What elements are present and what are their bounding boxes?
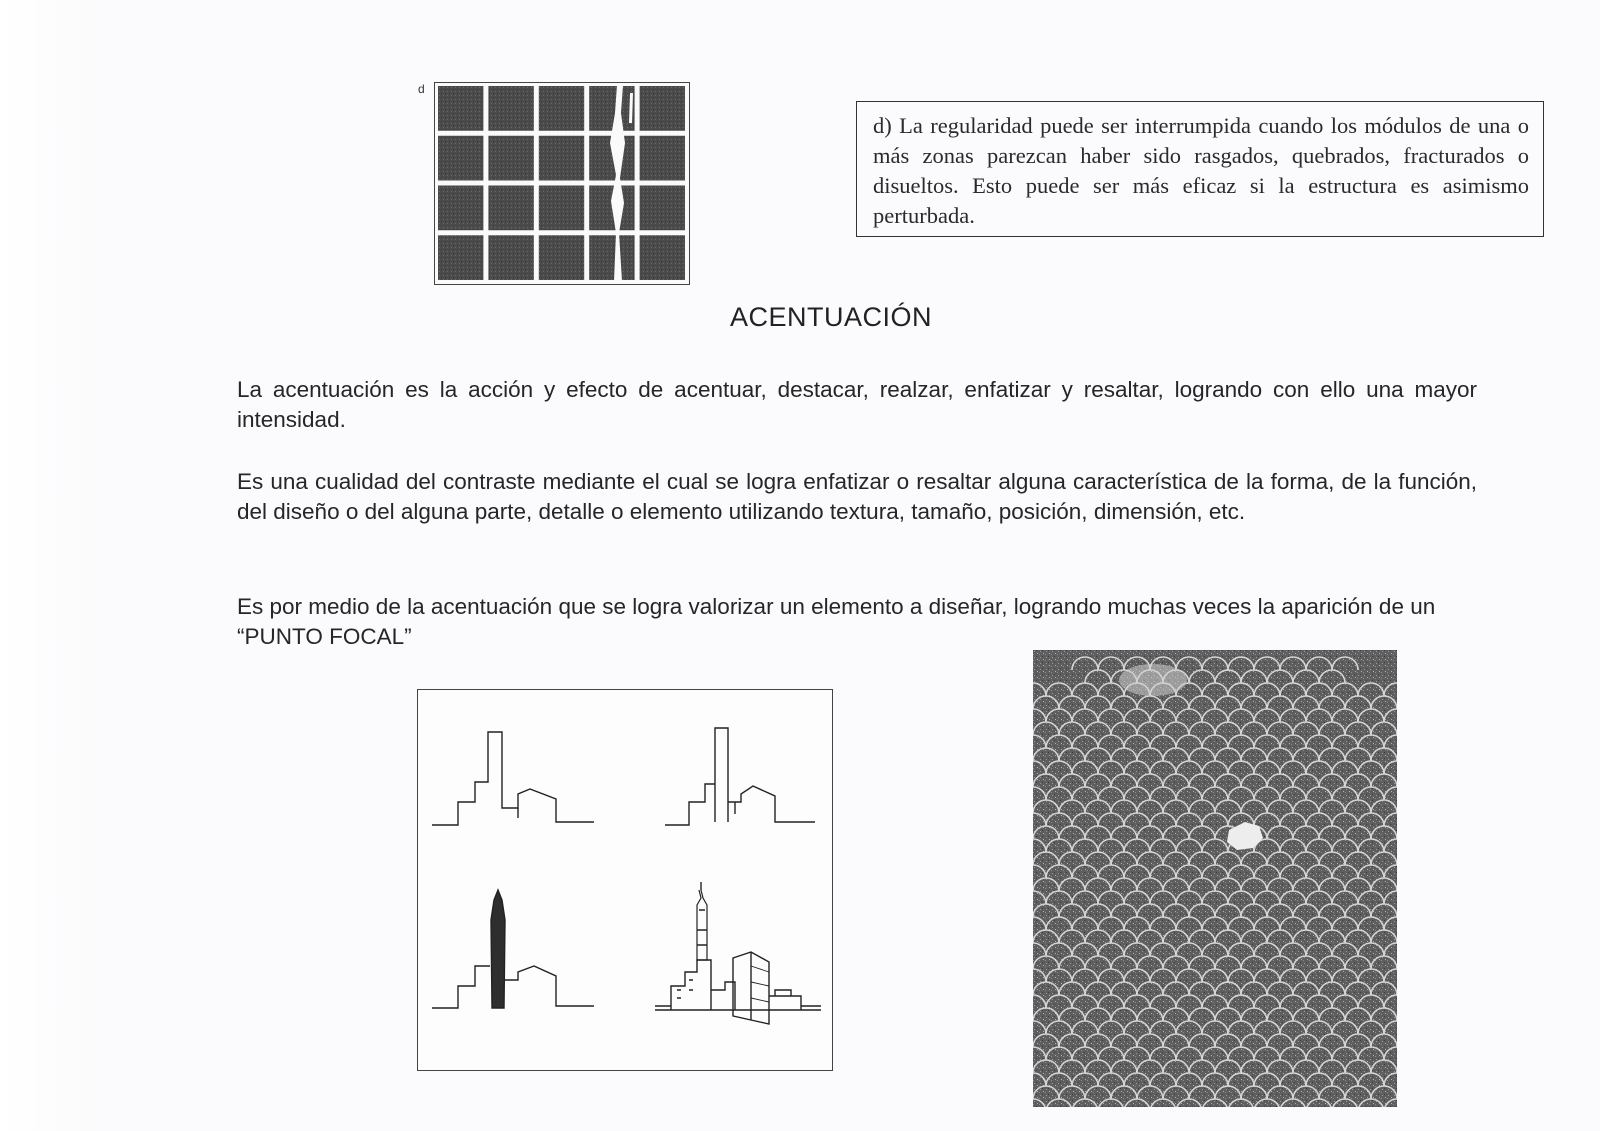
grid-module (488, 235, 533, 280)
page-title: ACENTUACIÓN (729, 302, 932, 332)
grid-module (640, 136, 685, 181)
grid-module (539, 186, 584, 231)
skyline-accent-illustration (417, 689, 833, 1071)
regularity-note-text: d) La regularidad puede ser interrumpida cuando los módulos de una o más zonas parezcan haber sido rasgados, quebrados, fracturados o disueltos. Esto puede ser más eficaz si la estructura es asimismo perturbada. (873, 113, 1529, 228)
grid-module (640, 186, 685, 231)
grid-modules-svg (435, 83, 688, 283)
grid-module (438, 136, 483, 181)
grid-module (589, 186, 634, 231)
scan-page-edge (0, 0, 108, 1131)
regularity-note-box (856, 101, 1544, 237)
scale-texture-svg (1033, 650, 1397, 1107)
figure-d-label: d (418, 82, 425, 96)
grid-module (488, 136, 533, 181)
grid-module (640, 86, 685, 131)
skyline-panels-svg (418, 690, 831, 1069)
grid-module (438, 186, 483, 231)
grid-module (438, 86, 483, 131)
grid-module (539, 235, 584, 280)
paragraph-contrast: Es una cualidad del contraste mediante el cual se logra enfatizar o resaltar alguna característica de la forma, de la función, del diseño o del alguna parte, detalle o elemento utilizando textura, tamaño, posición, dimensión, etc. (237, 469, 1477, 524)
skyline-panel-wide-tower (665, 728, 815, 825)
paragraph-definition: La acentuación es la acción y efecto de acentuar, destacar, realzar, enfatizar y resaltar, logrando con ello una mayor intensidad. (237, 377, 1477, 432)
grid-module (589, 235, 634, 280)
grid-module (539, 86, 584, 131)
skyline-panel-detailed-tower (655, 882, 821, 1024)
grid-module (589, 86, 634, 131)
grid-module (488, 86, 533, 131)
grid-module (438, 235, 483, 280)
scale-texture-illustration (1033, 650, 1397, 1107)
grid-module (539, 136, 584, 181)
skyline-panel-tall-tower (432, 732, 594, 825)
texture-light-blotch (1119, 664, 1187, 696)
paragraph-focal-point: Es por medio de la acentuación que se logra valorizar un elemento a diseñar, logrando muchas veces la aparición de un “PUNTO FOCAL” (237, 594, 1436, 649)
skyline-panel-dark-spire (432, 890, 594, 1008)
grid-module (488, 186, 533, 231)
grid-module (640, 235, 685, 280)
figure-d-grid-illustration (434, 82, 690, 285)
